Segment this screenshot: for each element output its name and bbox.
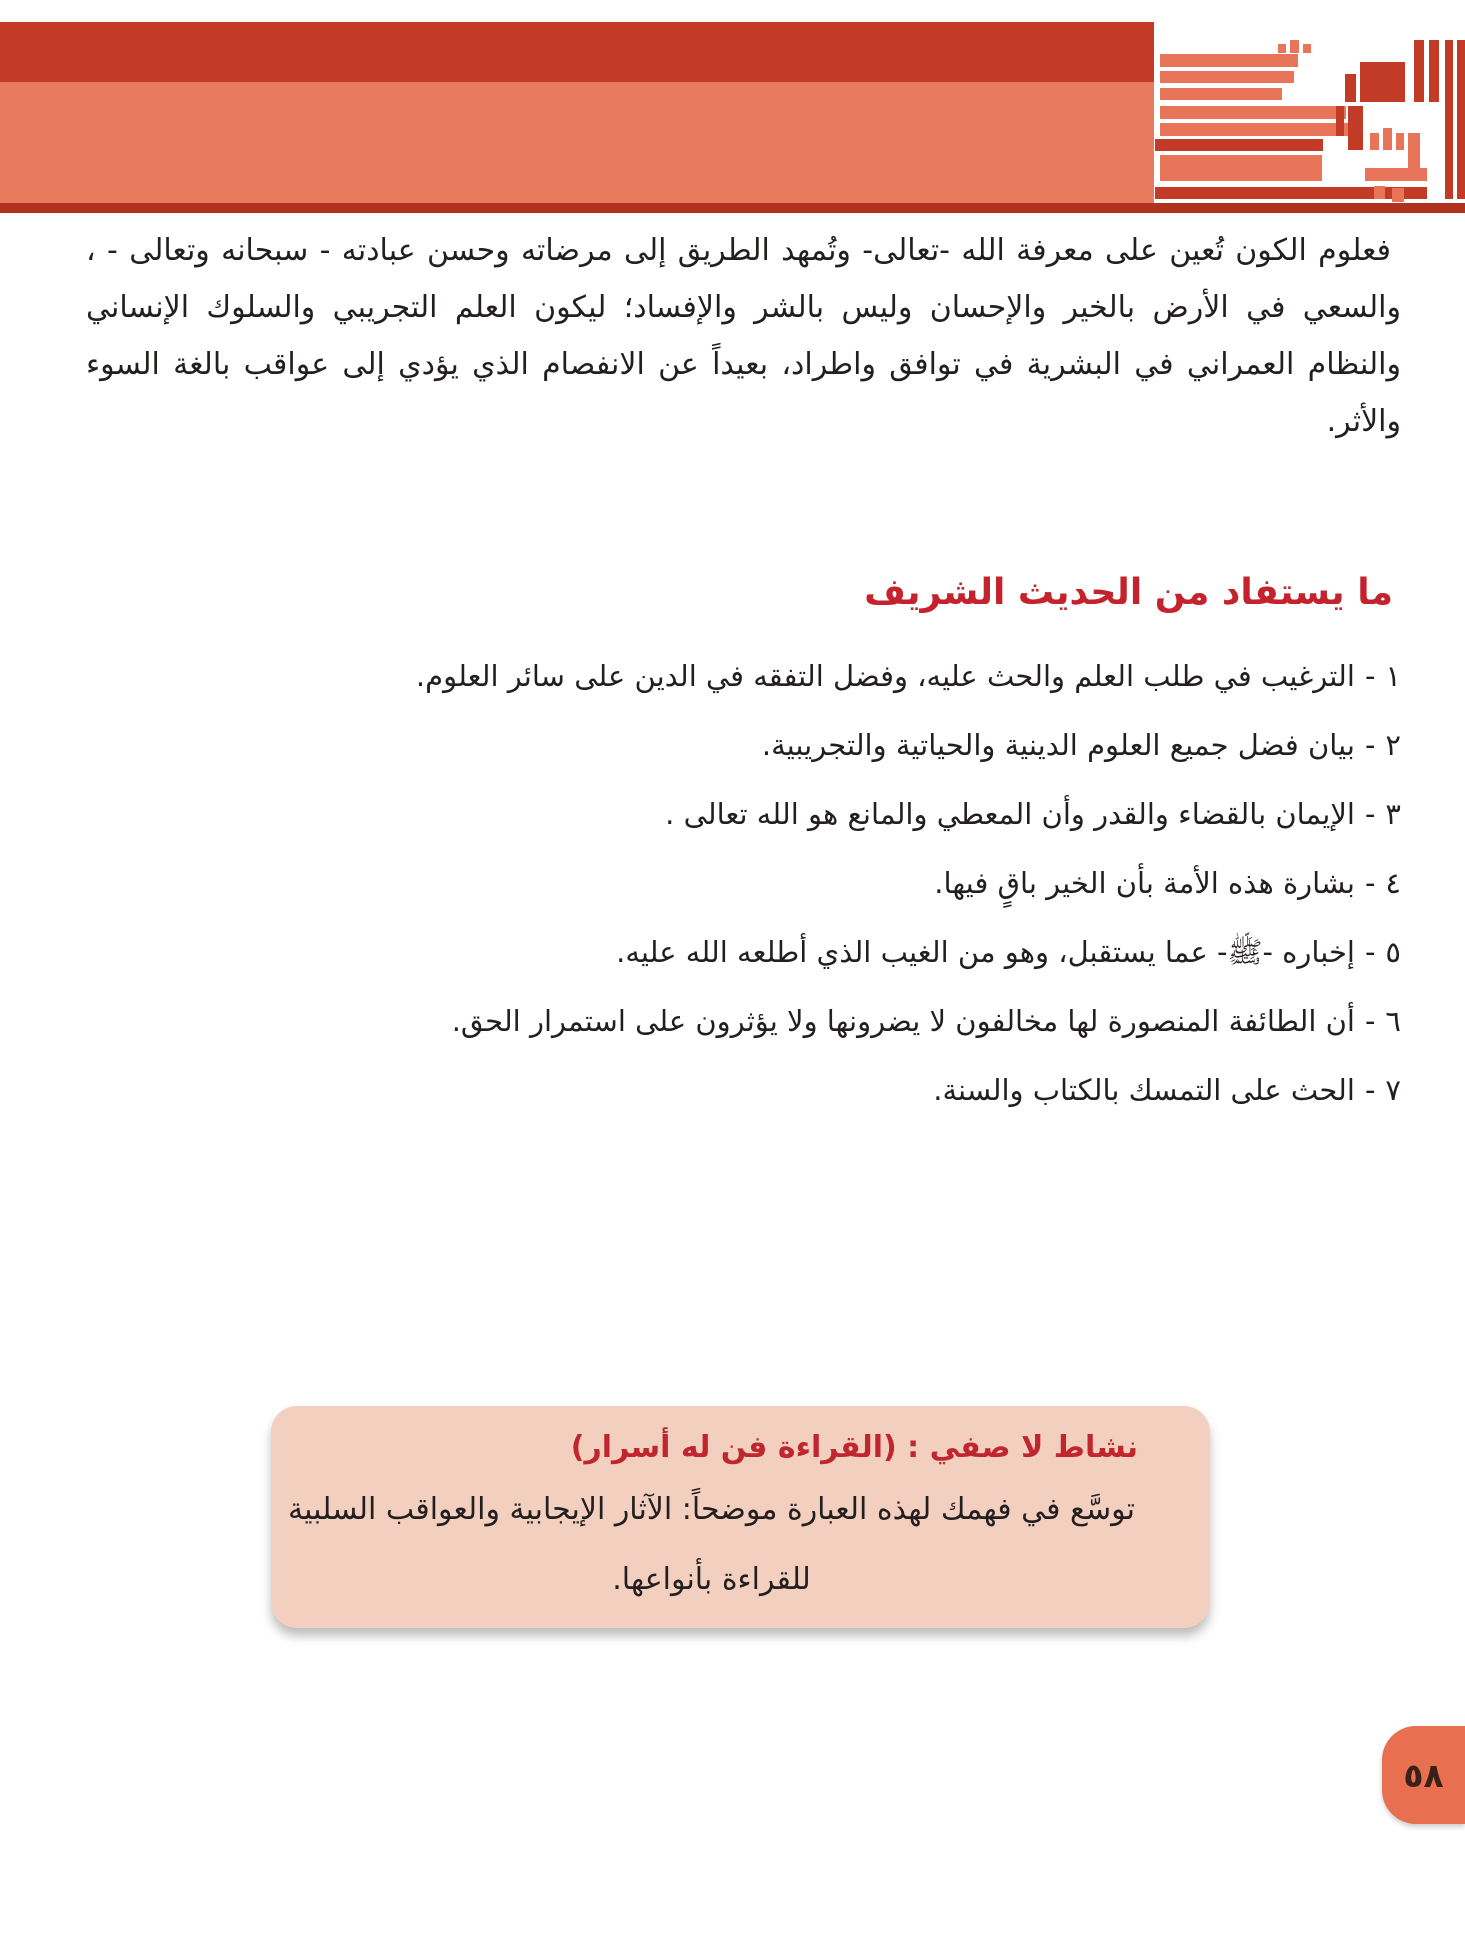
hadith-sharif-logo-icon bbox=[1152, 40, 1465, 203]
benefit-separator: - bbox=[1364, 1073, 1376, 1107]
benefit-text: الترغيب في طلب العلم والحث عليه، وفضل التفقه في الدين على سائر العلوم. bbox=[415, 659, 1355, 693]
benefit-separator: - bbox=[1364, 1004, 1376, 1038]
benefit-separator: - bbox=[1364, 728, 1376, 762]
benefit-number: ٥ bbox=[1385, 935, 1401, 969]
header-rule bbox=[0, 203, 1465, 213]
header-band-light bbox=[0, 82, 1154, 203]
activity-box bbox=[271, 1406, 1210, 1628]
page-number-badge bbox=[1382, 1726, 1465, 1824]
activity-title: نشاط لا صفي : (القراءة فن له أسرار) bbox=[570, 1430, 1138, 1465]
page-number: ٥٨ bbox=[1403, 1755, 1444, 1795]
benefit-text: الإيمان بالقضاء والقدر وأن المعطي والمانع هو الله تعالى . bbox=[665, 797, 1355, 831]
benefit-item bbox=[86, 711, 1401, 780]
benefit-separator: - bbox=[1364, 797, 1376, 831]
benefit-number: ٤ bbox=[1385, 866, 1401, 900]
benefit-number: ٢ bbox=[1385, 728, 1401, 762]
benefit-separator: - bbox=[1364, 659, 1376, 693]
benefit-item bbox=[86, 918, 1401, 987]
benefit-item bbox=[86, 780, 1401, 849]
benefit-number: ٣ bbox=[1385, 797, 1401, 831]
benefit-text: إخباره -ﷺ- عما يستقبل، وهو من الغيب الذي أطلعه الله عليه. bbox=[616, 935, 1355, 969]
benefit-number: ٧ bbox=[1385, 1073, 1401, 1107]
activity-body: توسَّع في فهمك لهذه العبارة موضحاً: الآثار الإيجابية والعواقب السلبية للقراءة بأنواعها. bbox=[288, 1492, 1135, 1597]
benefit-number: ٦ bbox=[1385, 1004, 1401, 1038]
benefit-text: بشارة هذه الأمة بأن الخير باقٍ فيها. bbox=[934, 866, 1355, 900]
benefit-text: أن الطائفة المنصورة لها مخالفون لا يضرونها ولا يؤثرون على استمرار الحق. bbox=[451, 1004, 1355, 1038]
benefits-heading: ما يستفاد من الحديث الشريف bbox=[864, 572, 1393, 613]
benefit-item bbox=[86, 849, 1401, 918]
header-band-dark bbox=[0, 22, 1154, 82]
benefit-separator: - bbox=[1364, 866, 1376, 900]
benefit-number: ١ bbox=[1385, 659, 1401, 693]
intro-paragraph: فعلوم الكون تُعين على معرفة الله -تعالى- وتُمهد الطريق إلى مرضاته وحسن عبادته - سبحانه وتعالى - ، والسعي في الأرض بالخير والإحسان وليس بالشر والإفساد؛ ليكون العلم التجريبي والسلوك الإنساني والنظام العمراني في البشرية في توافق واطراد، بعيداً عن الانفصام الذي يؤدي إلى عواقب بالغة السوء والأثر. bbox=[86, 233, 1401, 439]
benefit-separator: - bbox=[1364, 935, 1376, 969]
benefits-list bbox=[86, 642, 1401, 1125]
benefit-item bbox=[86, 642, 1401, 711]
benefit-text: بيان فضل جميع العلوم الدينية والحياتية والتجريبية. bbox=[761, 728, 1355, 762]
benefit-text: الحث على التمسك بالكتاب والسنة. bbox=[933, 1073, 1355, 1107]
benefit-item bbox=[86, 987, 1401, 1056]
benefit-item bbox=[86, 1056, 1401, 1125]
